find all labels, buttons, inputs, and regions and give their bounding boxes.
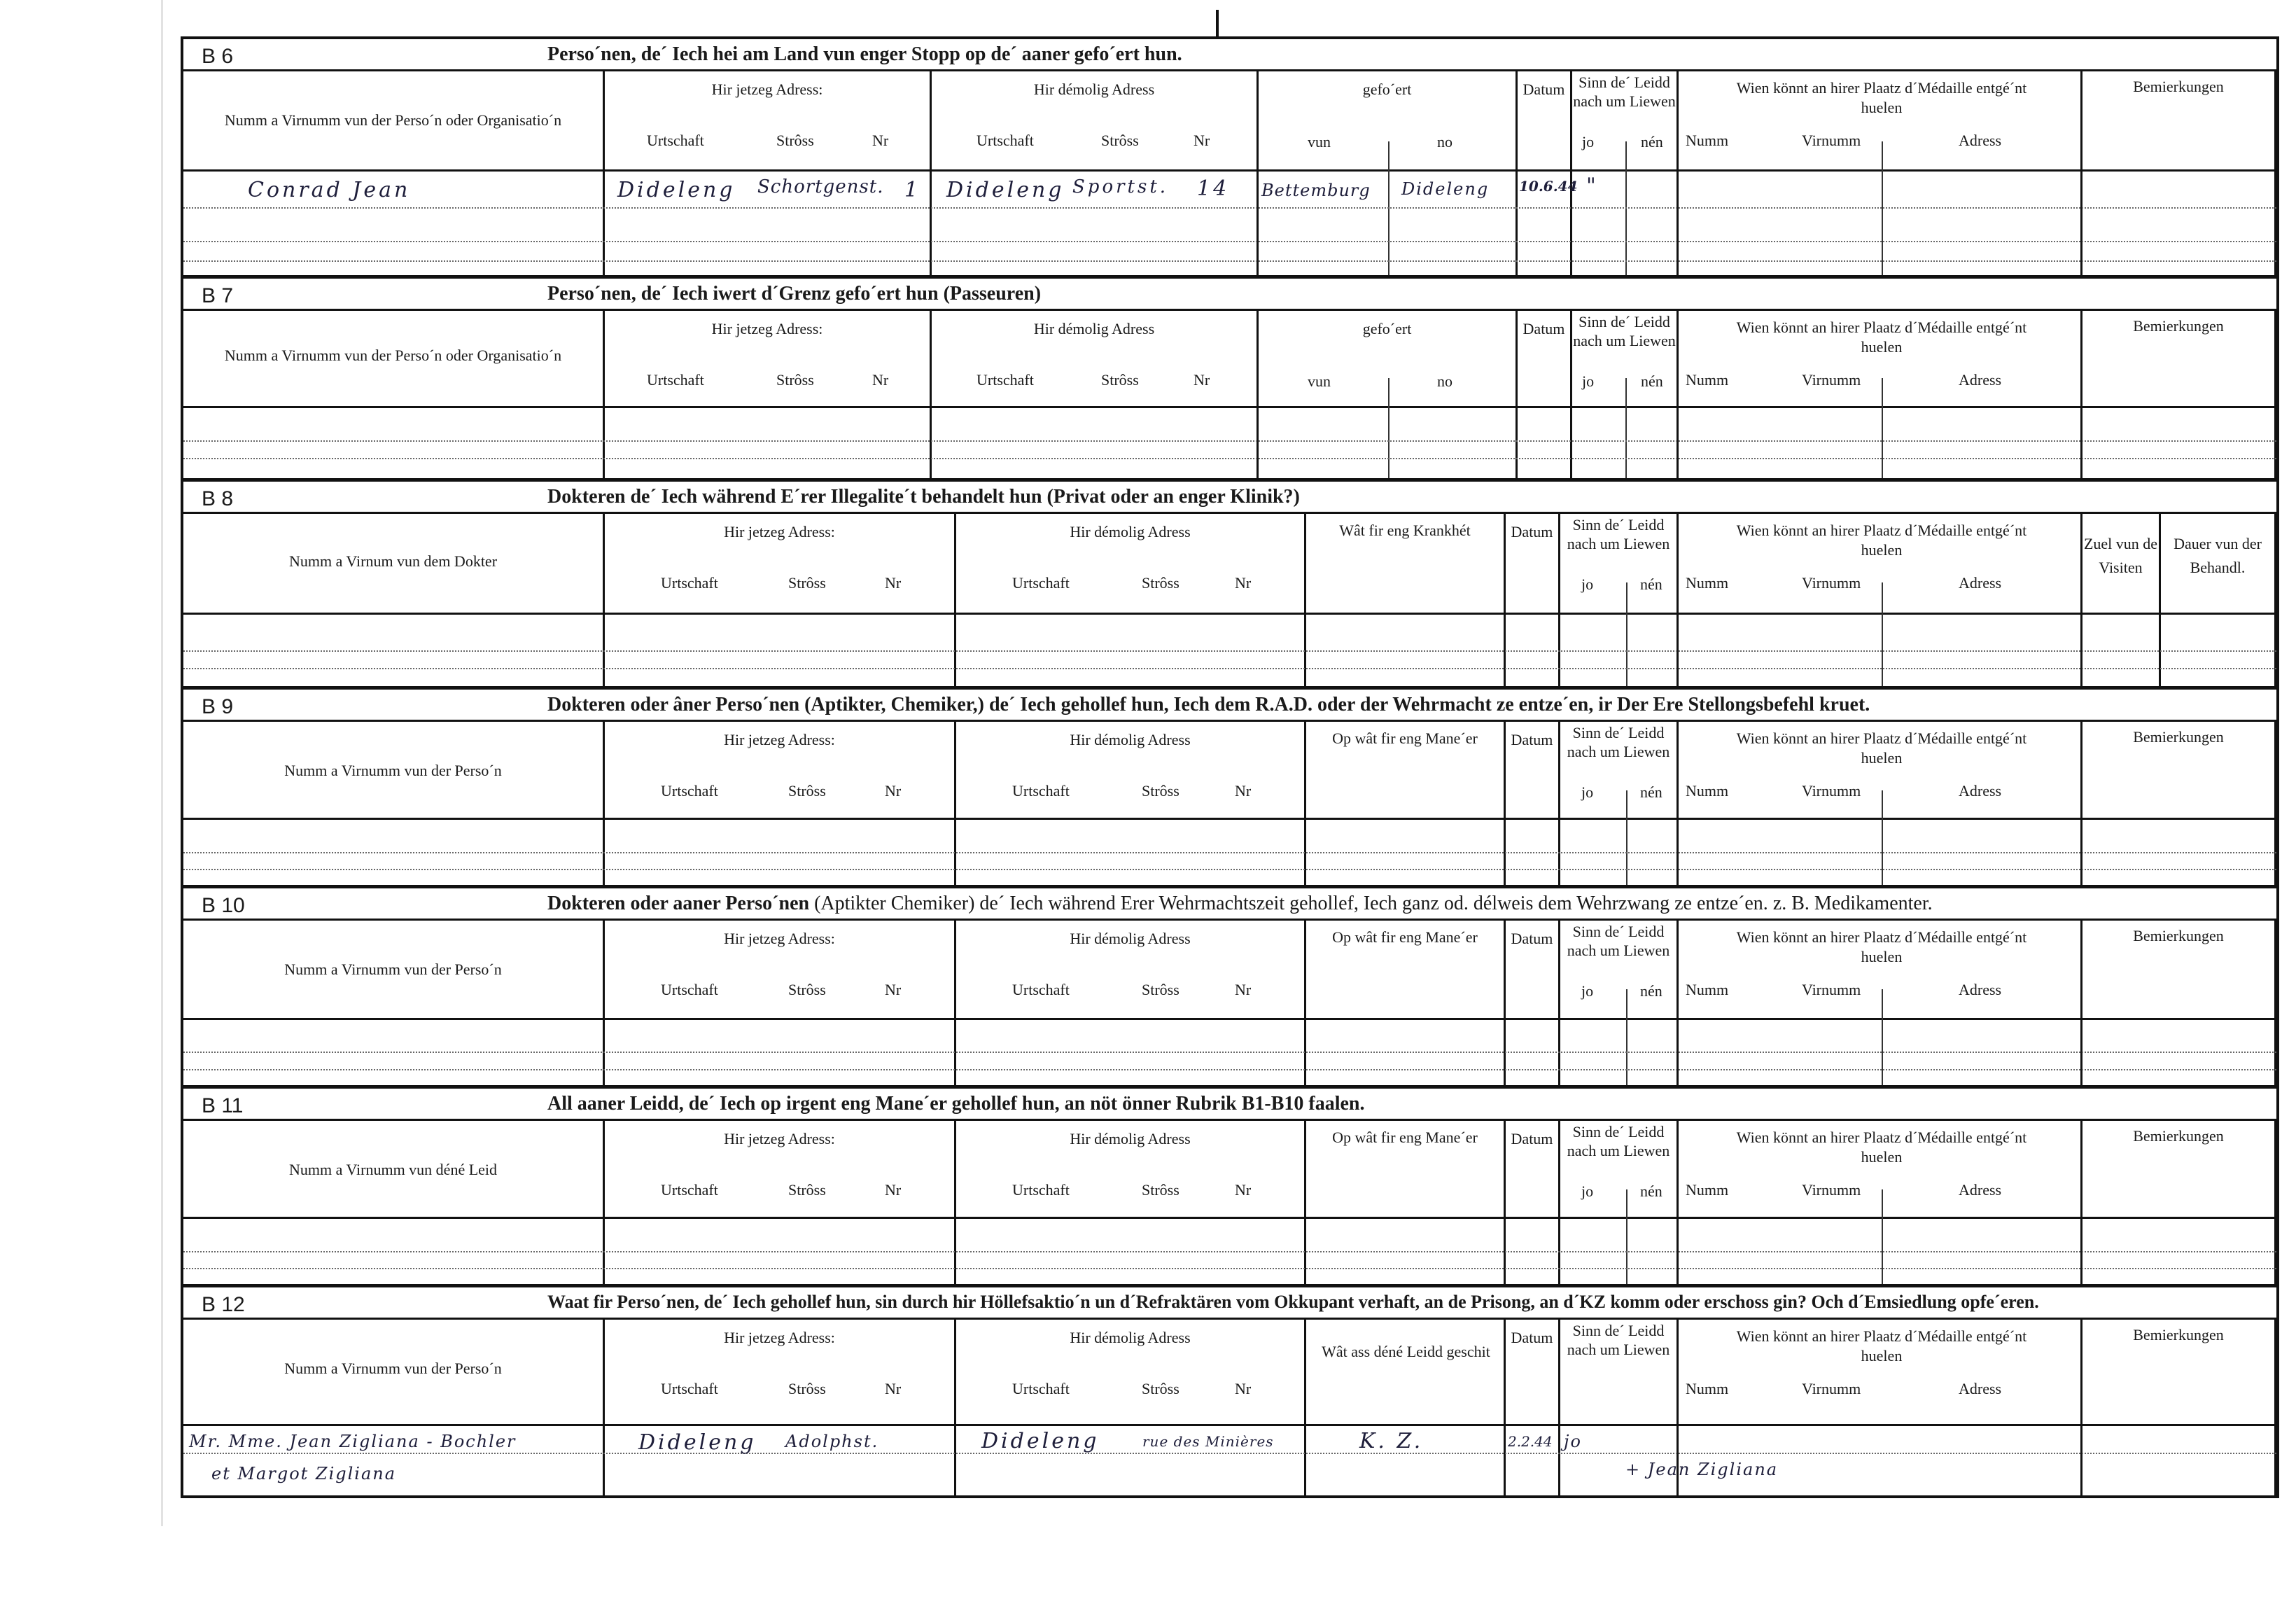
col-remarks: [2082, 921, 2276, 1085]
sub-nr: Nr: [1235, 782, 1252, 799]
section-body: [183, 311, 2276, 478]
sub-virnumm: Virnumm: [1802, 132, 1861, 149]
sub-virnumm: Virnumm: [1802, 1380, 1861, 1397]
section-b6: [183, 39, 2276, 275]
sub-nen: nén: [1640, 575, 1662, 593]
sub-adress: Adress: [1959, 574, 2002, 592]
sub-urtschaft: Urtschaft: [1012, 574, 1070, 592]
col-medal-label: Wien könnt an hirer Plaatz d´Médaille entgé´nt huelen: [1736, 1129, 2027, 1166]
col-manner: [1306, 921, 1506, 1085]
col-name-label: Numm a Virnumm vun der Perso´n: [284, 762, 502, 779]
col-name: [183, 514, 605, 686]
col-current-address: [605, 514, 956, 686]
section-body: [183, 1320, 2276, 1498]
col-transported: [1259, 311, 1518, 478]
sub-stross: Strôss: [1101, 371, 1139, 389]
section-b9: [183, 686, 2276, 885]
col-alive: [1560, 722, 1679, 885]
col-former-address: [932, 311, 1259, 478]
fold-mark: [1216, 10, 1219, 38]
col-alive-label: Sinn de´ Leidd nach um Liewen: [1573, 313, 1676, 349]
sub-nr: Nr: [1194, 371, 1210, 389]
sub-stross: Strôss: [1101, 132, 1139, 149]
col-name: [183, 1121, 605, 1284]
col-remarks: [2082, 1320, 2276, 1498]
sub-nr: Nr: [1235, 981, 1252, 998]
entry-name: Conrad Jean: [248, 178, 411, 202]
entry-name-line1: Mr. Mme. Jean Zigliana - Bochler: [189, 1432, 517, 1451]
section-code: B 11: [202, 1094, 244, 1117]
sub-nr: Nr: [885, 1380, 902, 1397]
col-medal-label: Wien könnt an hirer Plaatz d´Médaille entgé´nt huelen: [1736, 928, 2027, 965]
col-manner-label: Op wât fir eng Mane´er: [1332, 928, 1478, 946]
entry-alive: ": [1586, 174, 1599, 198]
col-current-address: [605, 311, 932, 478]
col-illness: [1306, 514, 1506, 686]
sub-jo: jo: [1581, 575, 1594, 593]
col-date: [1506, 1121, 1560, 1284]
sub-nr: Nr: [885, 1181, 902, 1199]
col-date: [1506, 1320, 1560, 1498]
col-date-label: Datum: [1511, 523, 1553, 540]
col-former-label: Hir démolig Adress: [1070, 1329, 1191, 1346]
sub-jo: jo: [1581, 783, 1594, 801]
sub-numm: Numm: [1686, 132, 1729, 149]
sub-jo: jo: [1582, 133, 1595, 151]
col-name-label: Numm a Virnumm vun déné Leid: [288, 1161, 498, 1178]
section-code: B 6: [202, 45, 234, 68]
col-former-address: [932, 71, 1259, 275]
sub-urtschaft: Urtschaft: [976, 132, 1034, 149]
sub-numm: Numm: [1686, 574, 1729, 592]
col-date: [1506, 722, 1560, 885]
col-alive-label: Sinn de´ Leidd nach um Liewen: [1567, 516, 1670, 552]
sub-nr: Nr: [1235, 574, 1252, 592]
col-remarks-label: Bemierkungen: [2133, 728, 2224, 746]
col-medal: [1679, 722, 2082, 885]
entry-date: 10.6.44: [1519, 178, 1578, 195]
col-alive: [1560, 921, 1679, 1085]
col-former-label: Hir démolig Adress: [1070, 523, 1191, 540]
sub-no: no: [1437, 133, 1452, 151]
form-frame: [181, 36, 2279, 1498]
entry-medal-name: + Jean Zigliana: [1625, 1460, 1779, 1479]
col-remarks-label: Bemierkungen: [2133, 78, 2224, 95]
sub-virnumm: Virnumm: [1802, 782, 1861, 799]
sub-vun: vun: [1308, 133, 1331, 151]
col-current-label: Hir jetzeg Adress:: [724, 930, 835, 947]
sub-jo: jo: [1581, 982, 1594, 1000]
section-title: Perso´nen, de´ Iech iwert d´Grenz gefo´ert hun (Passeuren): [547, 283, 1042, 305]
sub-urtschaft: Urtschaft: [1012, 981, 1070, 998]
col-manner-label: Op wât fir eng Mane´er: [1332, 1129, 1478, 1146]
col-manner: [1306, 1121, 1506, 1284]
col-former-label: Hir démolig Adress: [1070, 930, 1191, 947]
section-title-part2: (Aptikter Chemiker) de´ Iech während Erer Wehrmachtszeit gehollef, Iech ganz od. délweis dem Wehrzwang ze entze´en. z. B. Medikamenter.: [814, 893, 1933, 914]
entry-former-street: rue des Minières: [1142, 1433, 1274, 1450]
col-date: [1506, 514, 1560, 686]
entry-former-town: Dideleng: [981, 1429, 1100, 1453]
sub-stross: Strôss: [1142, 981, 1180, 998]
sub-urtschaft: Urtschaft: [661, 574, 718, 592]
col-alive: [1560, 1121, 1679, 1284]
col-name: [183, 71, 605, 275]
sub-nr: Nr: [1235, 1380, 1252, 1397]
col-visits-label: Zuel vun de Visiten: [2083, 535, 2158, 576]
sub-stross: Strôss: [1142, 1181, 1180, 1199]
entry-from: Bettemburg: [1261, 181, 1371, 200]
col-former-label: Hir démolig Adress: [1033, 320, 1155, 337]
col-current-address: [605, 1320, 956, 1498]
col-duration-label: Dauer vun der Behandl.: [2174, 535, 2262, 576]
col-visits: [2082, 514, 2161, 686]
section-title-part1: Dokteren oder âner Perso´nen (Aptikter, Chemiker,) de´ Iech gehollef hun, Iech dem: [547, 694, 1256, 715]
col-manner: [1306, 722, 1506, 885]
col-name: [183, 722, 605, 885]
sub-jo: jo: [1582, 372, 1595, 390]
col-medal: [1679, 71, 2082, 275]
col-former-label: Hir démolig Adress: [1033, 81, 1155, 98]
section-code: B 8: [202, 487, 234, 510]
sub-nen: nén: [1641, 133, 1663, 151]
col-alive-label: Sinn de´ Leidd nach um Liewen: [1567, 1322, 1670, 1358]
col-former-address: [956, 921, 1306, 1085]
section-b12: [183, 1284, 2276, 1498]
col-remarks: [2082, 311, 2276, 478]
entry-current-nr: 1: [904, 178, 921, 202]
col-remarks: [2082, 1121, 2276, 1284]
col-medal: [1679, 311, 2082, 478]
col-illness-label: Wât fir eng Krankhét: [1339, 522, 1471, 539]
col-current-address: [605, 722, 956, 885]
col-medal: [1679, 921, 2082, 1085]
col-remarks-label: Bemierkungen: [2133, 1326, 2224, 1343]
col-former-address: [956, 722, 1306, 885]
col-date: [1518, 311, 1572, 478]
sub-nen: nén: [1640, 1182, 1662, 1200]
sub-stross: Strôss: [776, 371, 814, 389]
section-header: [183, 1287, 2276, 1320]
sub-numm: Numm: [1686, 1380, 1729, 1397]
col-current-address: [605, 921, 956, 1085]
section-title-part2: R.A.D. oder der Wehrmacht ze entze´en, ir Der Ere Stellongsbefehl kruet.: [1255, 694, 1870, 715]
col-current-label: Hir jetzeg Adress:: [711, 320, 823, 337]
entry-date: 2.2.44: [1508, 1433, 1553, 1450]
section-header: [183, 279, 2276, 311]
col-date-label: Datum: [1511, 1130, 1553, 1147]
sub-stross: Strôss: [788, 1380, 826, 1397]
col-date-label: Datum: [1522, 320, 1565, 337]
col-name-label: Numm a Virnumm vun der Perso´n oder Organisatio´n: [224, 347, 562, 364]
col-alive-label: Sinn de´ Leidd nach um Liewen: [1567, 923, 1670, 959]
col-date-label: Datum: [1522, 81, 1565, 98]
sub-stross: Strôss: [776, 132, 814, 149]
col-manner-label: Op wât fir eng Mane´er: [1332, 729, 1478, 747]
col-date: [1518, 71, 1572, 275]
sub-nr: Nr: [1194, 132, 1210, 149]
entry-former-street: Sportst.: [1072, 176, 1169, 197]
sub-nr: Nr: [885, 782, 902, 799]
sub-urtschaft: Urtschaft: [976, 371, 1034, 389]
section-title: Perso´nen, de´ Iech hei am Land vun enger Stopp op de´ aaner gefo´ert hun.: [547, 43, 1182, 65]
section-code: B 7: [202, 284, 234, 307]
sub-urtschaft: Urtschaft: [661, 782, 718, 799]
sub-numm: Numm: [1686, 1181, 1729, 1199]
entry-current-street: Schortgenst.: [757, 176, 884, 197]
entry-what: K. Z.: [1359, 1429, 1424, 1453]
col-transported-label: gefo´ert: [1362, 81, 1412, 98]
entry-former-nr: 14: [1197, 176, 1230, 201]
sub-stross: Strôss: [1142, 782, 1180, 799]
col-duration: [2161, 514, 2276, 686]
col-current-label: Hir jetzeg Adress:: [724, 1329, 835, 1346]
col-current-label: Hir jetzeg Adress:: [724, 1130, 835, 1147]
col-current-address: [605, 1121, 956, 1284]
entry-current-street: Adolphst.: [785, 1432, 879, 1451]
col-medal-label: Wien könnt an hirer Plaatz d´Médaille entgé´nt huelen: [1736, 729, 2027, 767]
sub-adress: Adress: [1959, 1181, 2002, 1199]
col-date-label: Datum: [1511, 930, 1553, 947]
section-title: All aaner Leidd, de´ Iech op irgent eng Mane´er gehollef hun, an nöt önner Rubrik B1-B10 faalen.: [547, 1093, 1365, 1115]
entry-to: Dideleng: [1401, 179, 1490, 199]
entry-current-town: Dideleng: [638, 1430, 757, 1455]
section-body: [183, 722, 2276, 885]
sub-urtschaft: Urtschaft: [1012, 1380, 1070, 1397]
col-name-label: Numm a Virnumm vun der Perso´n: [284, 961, 502, 978]
col-remarks-label: Bemierkungen: [2133, 317, 2224, 335]
section-title: [547, 893, 1933, 915]
sub-stross: Strôss: [788, 574, 826, 592]
sub-stross: Strôss: [1142, 1380, 1180, 1397]
section-body: [183, 921, 2276, 1085]
sub-urtschaft: Urtschaft: [661, 981, 718, 998]
section-b7: [183, 275, 2276, 478]
col-transported-label: gefo´ert: [1362, 320, 1412, 337]
sub-numm: Numm: [1686, 371, 1729, 389]
sub-adress: Adress: [1959, 981, 2002, 998]
section-title: Waat fir Perso´nen, de´ Iech gehollef hun, sin durch hir Höllefsaktio´n un d´Refraktären vom Okkupant verhaft, an de Prisong, an d´KZ komm oder erschoss gin? Och d´Emsiedlung opfe´eren.: [547, 1292, 2039, 1312]
section-header: [183, 690, 2276, 722]
sub-virnumm: Virnumm: [1802, 981, 1861, 998]
section-header: [183, 39, 2276, 71]
section-header: [183, 1089, 2276, 1121]
col-medal-label: Wien könnt an hirer Plaatz d´Médaille entgé´nt huelen: [1736, 319, 2027, 356]
section-header: [183, 482, 2276, 514]
section-body: [183, 514, 2276, 686]
col-medal: [1679, 1121, 2082, 1284]
section-title-part1: Dokteren oder aaner Perso´nen: [547, 893, 815, 914]
sub-virnumm: Virnumm: [1802, 1181, 1861, 1199]
col-date: [1506, 921, 1560, 1085]
col-name-label: Numm a Virnumm vun der Perso´n oder Organisatio´n: [224, 111, 562, 129]
section-body: [183, 1121, 2276, 1284]
entry-name-line2: et Margot Zigliana: [211, 1464, 397, 1483]
section-code: B 10: [202, 894, 245, 917]
sub-urtschaft: Urtschaft: [1012, 782, 1070, 799]
col-date-label: Datum: [1511, 731, 1553, 748]
section-body: [183, 71, 2276, 275]
sub-adress: Adress: [1959, 1380, 2002, 1397]
sub-nen: nén: [1640, 982, 1662, 1000]
sub-nr: Nr: [885, 981, 902, 998]
col-name-label: Numm a Virnumm vun der Perso´n: [284, 1360, 502, 1377]
sub-no: no: [1437, 372, 1452, 390]
sub-nen: nén: [1640, 783, 1662, 801]
col-remarks-label: Bemierkungen: [2133, 927, 2224, 944]
section-header: [183, 888, 2276, 921]
col-former-address: [956, 1121, 1306, 1284]
sub-stross: Strôss: [788, 1181, 826, 1199]
sub-stross: Strôss: [1142, 574, 1180, 592]
entry-current-town: Dideleng: [617, 178, 736, 202]
col-medal-label: Wien könnt an hirer Plaatz d´Médaille entgé´nt huelen: [1736, 79, 2027, 116]
sub-urtschaft: Urtschaft: [661, 1181, 718, 1199]
col-former-label: Hir démolig Adress: [1070, 731, 1191, 748]
col-former-label: Hir démolig Adress: [1070, 1130, 1191, 1147]
sub-vun: vun: [1308, 372, 1331, 390]
col-medal-label: Wien könnt an hirer Plaatz d´Médaille entgé´nt huelen: [1736, 1327, 2027, 1364]
col-medal-label: Wien könnt an hirer Plaatz d´Médaille entgé´nt huelen: [1736, 522, 2027, 559]
col-alive-label: Sinn de´ Leidd nach um Liewen: [1567, 724, 1670, 760]
sub-virnumm: Virnumm: [1802, 371, 1861, 389]
col-alive-label: Sinn de´ Leidd nach um Liewen: [1567, 1123, 1670, 1159]
entry-alive: jo: [1564, 1432, 1582, 1451]
col-current-address: [605, 71, 932, 275]
col-current-label: Hir jetzeg Adress:: [724, 731, 835, 748]
sub-urtschaft: Urtschaft: [1012, 1181, 1070, 1199]
sub-urtschaft: Urtschaft: [647, 371, 704, 389]
section-b10: [183, 885, 2276, 1085]
sub-jo: jo: [1581, 1182, 1594, 1200]
col-what-label: Wât ass déné Leidd geschit: [1322, 1343, 1490, 1360]
col-alive: [1572, 311, 1679, 478]
sub-nr: Nr: [872, 132, 889, 149]
col-medal: [1679, 514, 2082, 686]
col-remarks-label: Bemierkungen: [2133, 1127, 2224, 1145]
sub-numm: Numm: [1686, 782, 1729, 799]
section-b11: [183, 1085, 2276, 1284]
sub-nr: Nr: [885, 574, 902, 592]
sub-nr: Nr: [872, 371, 889, 389]
sub-virnumm: Virnumm: [1802, 574, 1861, 592]
sub-nr: Nr: [1235, 1181, 1252, 1199]
col-date-label: Datum: [1511, 1329, 1553, 1346]
section-b8: [183, 478, 2276, 686]
col-name: [183, 311, 605, 478]
sub-stross: Strôss: [788, 981, 826, 998]
col-former-address: [956, 514, 1306, 686]
col-remarks: [2082, 722, 2276, 885]
page-edge: [161, 0, 163, 1526]
col-alive: [1560, 514, 1679, 686]
col-current-label: Hir jetzeg Adress:: [724, 523, 835, 540]
col-remarks: [2082, 71, 2276, 275]
entry-former-town: Dideleng: [946, 178, 1065, 202]
col-name: [183, 921, 605, 1085]
section-title: Dokteren de´ Iech während E´rer Illegalite´t behandelt hun (Privat oder an enger Klinik?): [547, 486, 1300, 508]
col-transported: [1259, 71, 1518, 275]
sub-nen: nén: [1641, 372, 1663, 390]
col-what-happened: [1306, 1320, 1506, 1498]
col-former-address: [956, 1320, 1306, 1498]
sub-numm: Numm: [1686, 981, 1729, 998]
col-current-label: Hir jetzeg Adress:: [711, 81, 823, 98]
sub-adress: Adress: [1959, 371, 2002, 389]
section-code: B 12: [202, 1293, 245, 1316]
sub-stross: Strôss: [788, 782, 826, 799]
section-code: B 9: [202, 695, 234, 718]
col-alive-label: Sinn de´ Leidd nach um Liewen: [1573, 74, 1676, 110]
sub-adress: Adress: [1959, 132, 2002, 149]
sub-adress: Adress: [1959, 782, 2002, 799]
section-title: [547, 694, 1870, 716]
sub-urtschaft: Urtschaft: [661, 1380, 718, 1397]
sub-urtschaft: Urtschaft: [647, 132, 704, 149]
col-name-label: Numm a Virnum vun dem Dokter: [288, 552, 498, 570]
